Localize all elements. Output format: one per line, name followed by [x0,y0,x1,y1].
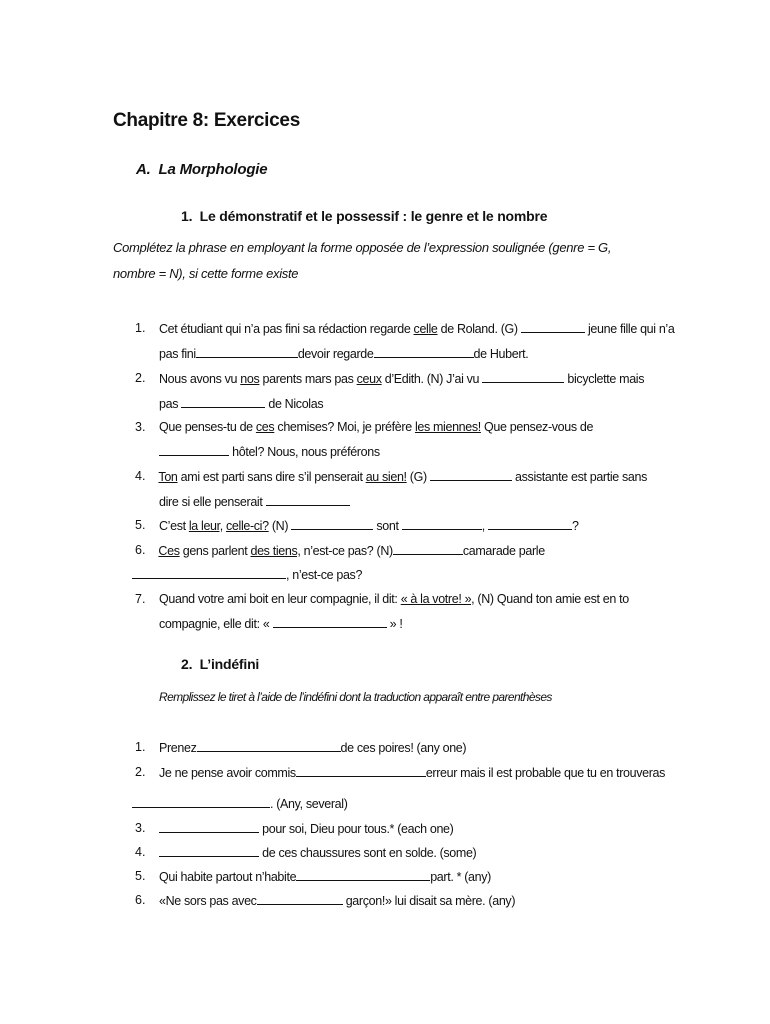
part1-title: Le démonstratif et le possessif : le genre et le nombre [199,208,548,224]
answer-blank[interactable] [257,893,343,905]
item-number: 1. [135,740,146,754]
underlined-expression: Ces [158,544,180,558]
exercise-line: Nous avons vu nos parents mars pas ceux d’Edith. (N) J’ai vu bicyclette mais [159,372,645,386]
item-number: 2. [135,765,146,779]
exercise-line: Que penses-tu de ces chemises? Moi, je préfère les miennes! Que pensez-vous de [159,420,594,434]
item-number: 4. [135,845,146,859]
section-a-heading [136,161,267,178]
answer-blank[interactable] [291,518,373,530]
exercise-line: pas fini devoir regarde de Hubert. [159,347,529,361]
exercise-line: hôtel? Nous, nous préférons [159,444,380,459]
answer-blank[interactable] [296,765,426,777]
underlined-expression: nos [240,372,260,386]
answer-blank[interactable] [374,346,474,358]
answer-blank[interactable] [521,321,585,333]
answer-blank[interactable] [273,616,387,628]
item-number: 3. [135,420,146,434]
part1-instruction-line2: nombre = N), si cette forme existe [113,266,299,281]
exercise-line: Ton ami est parti sans dire s’il penserait au sien! (G) assistante est partie sans [158,470,648,484]
underlined-expression: la leur, [188,519,223,533]
underlined-expression: ceux [356,372,382,386]
underlined-expression: des tiens, [250,544,301,558]
answer-blank[interactable] [488,518,572,530]
exercise-line: pour soi, Dieu pour tous.* (each one) [159,821,453,836]
answer-blank[interactable] [266,494,350,506]
answer-blank[interactable] [393,543,463,555]
item-number: 1. [135,321,146,335]
item-number: 4. [135,469,146,483]
part2-heading [181,656,259,672]
answer-blank[interactable] [402,518,482,530]
exercise-line: de ces chaussures sont en solde. (some) [159,845,476,860]
part1-heading [181,208,547,224]
underlined-expression: « à la votre! », [400,592,475,606]
exercise-line: compagnie, elle dit: « » ! [159,617,403,631]
answer-blank[interactable] [197,740,341,752]
part1-instruction-line1: Complétez la phrase en employant la forme opposée de l’expression soulignée (genre = G, [113,240,612,255]
exercise-line: pas de Nicolas [159,397,324,411]
answer-blank[interactable] [159,821,259,833]
underlined-expression: les miennes! [414,420,481,434]
item-number: 5. [135,518,146,532]
exercise-line: Ces gens parlent des tiens, n’est-ce pas? (N) camarade parle [158,544,545,558]
exercise-line: Quand votre ami boit en leur compagnie, il dit: « à la votre! », (N) Quand ton amie est en to [159,592,629,606]
exercise-line: C’est la leur, celle-ci? (N) sont , ? [159,519,579,533]
item-number: 7. [135,592,146,606]
item-number: 5. [135,869,146,883]
underlined-expression: Ton [158,470,178,484]
answer-blank[interactable] [296,869,430,881]
underlined-expression: au sien! [365,470,407,484]
underlined-expression: ces [255,420,275,434]
item-number: 2. [135,371,146,385]
exercise-line: . (Any, several) [132,796,348,811]
part1-number: 1. [181,208,193,224]
answer-blank[interactable] [159,444,229,456]
exercise-line: Cet étudiant qui n’a pas fini sa rédaction regarde celle de Roland. (G) jeune fille qui n’a [159,322,675,336]
answer-blank[interactable] [159,845,259,857]
item-number: 6. [135,543,146,557]
answer-blank[interactable] [181,396,265,408]
answer-blank[interactable] [482,371,564,383]
section-title: La Morphologie [158,161,268,178]
exercise-line: , n’est-ce pas? [132,567,362,582]
answer-blank[interactable] [132,567,286,579]
item-number: 6. [135,893,146,907]
section-letter: A. [136,161,151,178]
part2-number: 2. [181,656,193,672]
underlined-expression: celle [413,322,438,336]
exercise-line: Qui habite partout n’habite part. * (any) [159,870,491,884]
part2-instruction: Remplissez le tiret à l’aide de l’indéfini dont la traduction apparaît entre parenthèses [159,690,552,704]
exercise-line: Prenez de ces poires! (any one) [159,741,467,755]
answer-blank[interactable] [132,796,270,808]
part2-title: L’indéfini [199,656,260,672]
underlined-expression: celle-ci? [226,519,269,533]
exercise-line: Je ne pense avoir commis erreur mais il est probable que tu en trouveras [159,766,666,780]
exercise-line: dire si elle penserait [159,494,350,509]
answer-blank[interactable] [196,346,298,358]
exercise-line: «Ne sors pas avec garçon!» lui disait sa mère. (any) [159,894,516,908]
page-title: Chapitre 8: Exercices [113,110,300,131]
item-number: 3. [135,821,146,835]
answer-blank[interactable] [430,469,512,481]
